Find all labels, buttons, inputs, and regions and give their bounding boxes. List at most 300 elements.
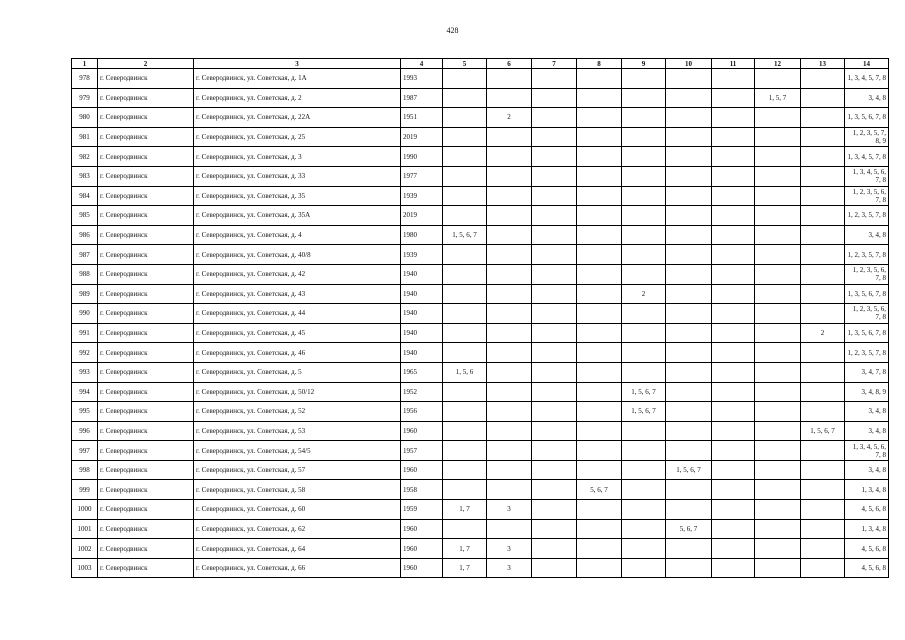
cell-col-11 — [712, 88, 755, 108]
cell-col-11 — [712, 539, 755, 559]
cell-col-6 — [487, 166, 532, 186]
cell-col-8 — [577, 382, 622, 402]
cell-address: г. Северодвинск, ул. Советская, д. 22А — [194, 108, 401, 128]
cell-col-13 — [801, 264, 845, 284]
cell-col-13 — [801, 69, 845, 89]
cell-col-13 — [801, 108, 845, 128]
cell-col-7 — [532, 264, 577, 284]
cell-locality: г. Северодвинск — [98, 206, 194, 226]
cell-col-5: 1, 7 — [443, 539, 487, 559]
cell-col-13 — [801, 441, 845, 461]
cell-year: 2019 — [401, 206, 443, 226]
cell-col-7 — [532, 304, 577, 324]
cell-col-14: 3, 4, 8, 9 — [845, 382, 889, 402]
cell-col-12 — [755, 225, 801, 245]
cell-col-12 — [755, 69, 801, 89]
cell-col-13 — [801, 127, 845, 147]
cell-col-7 — [532, 127, 577, 147]
cell-col-7 — [532, 480, 577, 500]
cell-col-12 — [755, 539, 801, 559]
cell-row-number: 992 — [72, 343, 98, 363]
cell-locality: г. Северодвинск — [98, 88, 194, 108]
cell-address: г. Северодвинск, ул. Советская, д. 50/12 — [194, 382, 401, 402]
cell-col-5 — [443, 264, 487, 284]
column-header-12: 12 — [755, 59, 801, 69]
cell-year: 1940 — [401, 264, 443, 284]
cell-address: г. Северодвинск, ул. Советская, д. 54/5 — [194, 441, 401, 461]
cell-col-14: 1, 3, 4, 8 — [845, 480, 889, 500]
cell-locality: г. Северодвинск — [98, 441, 194, 461]
cell-col-8 — [577, 284, 622, 304]
cell-col-14: 1, 2, 3, 5, 6, 7, 8 — [845, 186, 889, 206]
cell-col-5 — [443, 206, 487, 226]
cell-col-13 — [801, 402, 845, 422]
cell-col-11 — [712, 558, 755, 578]
cell-row-number: 991 — [72, 323, 98, 343]
cell-col-9: 1, 5, 6, 7 — [622, 382, 666, 402]
cell-col-9 — [622, 539, 666, 559]
cell-row-number: 983 — [72, 166, 98, 186]
cell-col-7 — [532, 206, 577, 226]
cell-year: 1957 — [401, 441, 443, 461]
cell-col-6 — [487, 460, 532, 480]
cell-locality: г. Северодвинск — [98, 362, 194, 382]
cell-col-8: 5, 6, 7 — [577, 480, 622, 500]
cell-col-13 — [801, 343, 845, 363]
column-header-4: 4 — [401, 59, 443, 69]
cell-col-9 — [622, 304, 666, 324]
cell-year: 1956 — [401, 402, 443, 422]
cell-col-13 — [801, 284, 845, 304]
cell-col-10 — [666, 88, 712, 108]
cell-col-11 — [712, 245, 755, 265]
column-header-6: 6 — [487, 59, 532, 69]
cell-col-10 — [666, 166, 712, 186]
cell-col-9 — [622, 362, 666, 382]
cell-col-12 — [755, 441, 801, 461]
cell-col-5 — [443, 382, 487, 402]
cell-col-9 — [622, 264, 666, 284]
table-row — [72, 147, 889, 167]
cell-address: г. Северодвинск, ул. Советская, д. 42 — [194, 264, 401, 284]
register-table — [71, 58, 889, 578]
cell-col-9 — [622, 147, 666, 167]
cell-col-14: 1, 2, 3, 5, 7, 8 — [845, 245, 889, 265]
cell-address: г. Северодвинск, ул. Советская, д. 43 — [194, 284, 401, 304]
cell-col-9 — [622, 421, 666, 441]
cell-col-6 — [487, 147, 532, 167]
cell-col-12 — [755, 108, 801, 128]
cell-year: 1940 — [401, 323, 443, 343]
cell-col-13 — [801, 362, 845, 382]
cell-col-14: 1, 3, 4, 5, 7, 8 — [845, 69, 889, 89]
cell-year: 1960 — [401, 558, 443, 578]
cell-col-8 — [577, 304, 622, 324]
cell-row-number: 985 — [72, 206, 98, 226]
cell-col-7 — [532, 539, 577, 559]
cell-col-7 — [532, 460, 577, 480]
cell-col-9 — [622, 558, 666, 578]
cell-col-11 — [712, 343, 755, 363]
cell-year: 1960 — [401, 539, 443, 559]
cell-col-10 — [666, 343, 712, 363]
cell-row-number: 980 — [72, 108, 98, 128]
cell-col-7 — [532, 245, 577, 265]
table-row — [72, 441, 889, 461]
table-row — [72, 362, 889, 382]
table-row — [72, 284, 889, 304]
cell-col-10 — [666, 539, 712, 559]
cell-address: г. Северодвинск, ул. Советская, д. 5 — [194, 362, 401, 382]
table-row — [72, 304, 889, 324]
cell-locality: г. Северодвинск — [98, 108, 194, 128]
cell-col-5 — [443, 88, 487, 108]
table-row — [72, 186, 889, 206]
table-row — [72, 264, 889, 284]
cell-locality: г. Северодвинск — [98, 519, 194, 539]
cell-col-6 — [487, 402, 532, 422]
cell-col-11 — [712, 127, 755, 147]
cell-col-7 — [532, 500, 577, 520]
cell-col-10 — [666, 304, 712, 324]
cell-col-11 — [712, 206, 755, 226]
cell-year: 1940 — [401, 284, 443, 304]
cell-col-8 — [577, 225, 622, 245]
cell-col-8 — [577, 108, 622, 128]
cell-col-11 — [712, 362, 755, 382]
cell-locality: г. Северодвинск — [98, 382, 194, 402]
cell-col-10 — [666, 558, 712, 578]
cell-col-12 — [755, 460, 801, 480]
cell-col-5 — [443, 421, 487, 441]
cell-col-12 — [755, 402, 801, 422]
cell-col-9 — [622, 323, 666, 343]
cell-col-6 — [487, 225, 532, 245]
cell-address: г. Северодвинск, ул. Советская, д. 40/8 — [194, 245, 401, 265]
cell-col-8 — [577, 206, 622, 226]
cell-address: г. Северодвинск, ул. Советская, д. 4 — [194, 225, 401, 245]
cell-col-14: 3, 4, 8 — [845, 88, 889, 108]
cell-col-7 — [532, 362, 577, 382]
column-header-3: 3 — [194, 59, 401, 69]
cell-locality: г. Северодвинск — [98, 127, 194, 147]
table-row — [72, 245, 889, 265]
cell-col-6 — [487, 519, 532, 539]
cell-row-number: 981 — [72, 127, 98, 147]
table-row — [72, 402, 889, 422]
table-row — [72, 382, 889, 402]
cell-locality: г. Северодвинск — [98, 558, 194, 578]
cell-col-5 — [443, 323, 487, 343]
table-row — [72, 206, 889, 226]
cell-col-14: 1, 3, 5, 6, 7, 8 — [845, 284, 889, 304]
cell-col-10 — [666, 402, 712, 422]
cell-year: 2019 — [401, 127, 443, 147]
cell-col-6 — [487, 304, 532, 324]
cell-col-9 — [622, 245, 666, 265]
cell-col-8 — [577, 343, 622, 363]
column-header-13: 13 — [801, 59, 845, 69]
cell-col-10 — [666, 284, 712, 304]
cell-row-number: 978 — [72, 69, 98, 89]
cell-locality: г. Северодвинск — [98, 225, 194, 245]
cell-col-13 — [801, 519, 845, 539]
page-number: 428 — [446, 26, 459, 35]
cell-col-9 — [622, 480, 666, 500]
cell-col-6 — [487, 284, 532, 304]
cell-address: г. Северодвинск, ул. Советская, д. 3 — [194, 147, 401, 167]
cell-row-number: 996 — [72, 421, 98, 441]
cell-address: г. Северодвинск, ул. Советская, д. 64 — [194, 539, 401, 559]
cell-col-12 — [755, 264, 801, 284]
cell-col-6 — [487, 69, 532, 89]
cell-col-9 — [622, 108, 666, 128]
cell-col-7 — [532, 69, 577, 89]
cell-col-7 — [532, 166, 577, 186]
cell-col-11 — [712, 460, 755, 480]
table-row — [72, 69, 889, 89]
cell-col-12 — [755, 127, 801, 147]
cell-col-8 — [577, 147, 622, 167]
cell-col-14: 3, 4, 8 — [845, 421, 889, 441]
cell-col-11 — [712, 421, 755, 441]
cell-address: г. Северодвинск, ул. Советская, д. 58 — [194, 480, 401, 500]
cell-col-13 — [801, 382, 845, 402]
cell-col-10 — [666, 127, 712, 147]
cell-locality: г. Северодвинск — [98, 480, 194, 500]
cell-col-5 — [443, 166, 487, 186]
column-header-11: 11 — [712, 59, 755, 69]
cell-col-9 — [622, 88, 666, 108]
cell-col-14: 1, 2, 3, 5, 7, 8, 9 — [845, 127, 889, 147]
cell-col-6 — [487, 186, 532, 206]
cell-col-8 — [577, 362, 622, 382]
cell-col-8 — [577, 441, 622, 461]
cell-col-10 — [666, 323, 712, 343]
cell-address: г. Северодвинск, ул. Советская, д. 52 — [194, 402, 401, 422]
cell-col-8 — [577, 519, 622, 539]
column-header-1: 1 — [72, 59, 98, 69]
cell-col-14: 1, 2, 3, 5, 6, 7, 8 — [845, 264, 889, 284]
cell-col-9 — [622, 127, 666, 147]
cell-col-6 — [487, 245, 532, 265]
cell-locality: г. Северодвинск — [98, 186, 194, 206]
cell-col-13 — [801, 206, 845, 226]
cell-col-10 — [666, 362, 712, 382]
cell-col-10 — [666, 186, 712, 206]
cell-locality: г. Северодвинск — [98, 539, 194, 559]
cell-col-14: 1, 3, 4, 5, 6, 7, 8 — [845, 441, 889, 461]
cell-year: 1987 — [401, 88, 443, 108]
cell-col-13: 2 — [801, 323, 845, 343]
cell-col-14: 4, 5, 6, 8 — [845, 558, 889, 578]
cell-locality: г. Северодвинск — [98, 460, 194, 480]
cell-col-14: 3, 4, 7, 8 — [845, 362, 889, 382]
cell-col-6 — [487, 382, 532, 402]
cell-locality: г. Северодвинск — [98, 304, 194, 324]
cell-year: 1965 — [401, 362, 443, 382]
cell-year: 1960 — [401, 519, 443, 539]
cell-col-5 — [443, 186, 487, 206]
cell-col-13 — [801, 245, 845, 265]
cell-col-14: 1, 3, 4, 5, 7, 8 — [845, 147, 889, 167]
cell-col-7 — [532, 108, 577, 128]
cell-col-5 — [443, 519, 487, 539]
cell-col-9 — [622, 343, 666, 363]
cell-col-8 — [577, 558, 622, 578]
cell-col-8 — [577, 186, 622, 206]
cell-col-13 — [801, 304, 845, 324]
cell-col-9 — [622, 225, 666, 245]
cell-col-7 — [532, 421, 577, 441]
cell-row-number: 987 — [72, 245, 98, 265]
cell-col-9 — [622, 206, 666, 226]
cell-col-5 — [443, 284, 487, 304]
cell-col-14: 1, 2, 3, 5, 6, 7, 8 — [845, 304, 889, 324]
column-header-9: 9 — [622, 59, 666, 69]
cell-col-10 — [666, 69, 712, 89]
cell-col-11 — [712, 186, 755, 206]
cell-col-5 — [443, 441, 487, 461]
cell-col-7 — [532, 225, 577, 245]
cell-year: 1990 — [401, 147, 443, 167]
cell-year: 1980 — [401, 225, 443, 245]
cell-col-6: 3 — [487, 500, 532, 520]
table-row — [72, 108, 889, 128]
cell-col-12 — [755, 519, 801, 539]
cell-col-10 — [666, 382, 712, 402]
cell-col-9 — [622, 186, 666, 206]
cell-col-8 — [577, 460, 622, 480]
cell-address: г. Северодвинск, ул. Советская, д. 53 — [194, 421, 401, 441]
cell-col-11 — [712, 225, 755, 245]
cell-year: 1977 — [401, 166, 443, 186]
cell-row-number: 979 — [72, 88, 98, 108]
cell-col-5 — [443, 480, 487, 500]
column-header-14: 14 — [845, 59, 889, 69]
cell-col-8 — [577, 402, 622, 422]
cell-locality: г. Северодвинск — [98, 147, 194, 167]
cell-col-5: 1, 5, 6 — [443, 362, 487, 382]
cell-col-13 — [801, 166, 845, 186]
cell-year: 1993 — [401, 69, 443, 89]
table-row — [72, 500, 889, 520]
cell-col-5 — [443, 304, 487, 324]
cell-col-14: 1, 2, 3, 5, 7, 8 — [845, 206, 889, 226]
cell-col-10 — [666, 421, 712, 441]
table-row — [72, 343, 889, 363]
cell-col-14: 1, 3, 4, 5, 6, 7, 8 — [845, 166, 889, 186]
table-row — [72, 88, 889, 108]
cell-address: г. Северодвинск, ул. Советская, д. 45 — [194, 323, 401, 343]
cell-col-11 — [712, 304, 755, 324]
cell-row-number: 993 — [72, 362, 98, 382]
cell-col-6 — [487, 127, 532, 147]
cell-row-number: 999 — [72, 480, 98, 500]
table-row — [72, 421, 889, 441]
cell-col-11 — [712, 166, 755, 186]
cell-col-11 — [712, 69, 755, 89]
cell-row-number: 1003 — [72, 558, 98, 578]
table-row — [72, 539, 889, 559]
cell-col-11 — [712, 108, 755, 128]
cell-col-6 — [487, 206, 532, 226]
cell-locality: г. Северодвинск — [98, 402, 194, 422]
cell-col-13 — [801, 460, 845, 480]
cell-col-14: 1, 3, 5, 6, 7, 8 — [845, 323, 889, 343]
cell-col-12 — [755, 166, 801, 186]
column-header-5: 5 — [443, 59, 487, 69]
cell-col-12 — [755, 147, 801, 167]
cell-col-12 — [755, 558, 801, 578]
cell-col-14: 4, 5, 6, 8 — [845, 500, 889, 520]
cell-col-11 — [712, 441, 755, 461]
cell-year: 1940 — [401, 304, 443, 324]
cell-year: 1939 — [401, 186, 443, 206]
column-header-2: 2 — [98, 59, 194, 69]
cell-year: 1951 — [401, 108, 443, 128]
cell-col-10 — [666, 245, 712, 265]
cell-col-8 — [577, 539, 622, 559]
cell-col-5 — [443, 402, 487, 422]
cell-col-6 — [487, 88, 532, 108]
cell-row-number: 1002 — [72, 539, 98, 559]
cell-col-10 — [666, 147, 712, 167]
cell-col-12 — [755, 245, 801, 265]
cell-col-10 — [666, 206, 712, 226]
cell-col-5 — [443, 69, 487, 89]
column-header-10: 10 — [666, 59, 712, 69]
cell-col-11 — [712, 147, 755, 167]
cell-col-11 — [712, 519, 755, 539]
cell-col-13: 1, 5, 6, 7 — [801, 421, 845, 441]
cell-col-5 — [443, 108, 487, 128]
cell-row-number: 982 — [72, 147, 98, 167]
cell-col-13 — [801, 88, 845, 108]
cell-year: 1952 — [401, 382, 443, 402]
cell-col-9: 1, 5, 6, 7 — [622, 402, 666, 422]
cell-row-number: 994 — [72, 382, 98, 402]
cell-col-13 — [801, 539, 845, 559]
cell-col-8 — [577, 245, 622, 265]
cell-col-9 — [622, 69, 666, 89]
cell-col-6: 3 — [487, 539, 532, 559]
cell-col-10 — [666, 108, 712, 128]
cell-col-7 — [532, 382, 577, 402]
cell-col-13 — [801, 480, 845, 500]
cell-col-5 — [443, 245, 487, 265]
cell-year: 1958 — [401, 480, 443, 500]
cell-locality: г. Северодвинск — [98, 323, 194, 343]
cell-col-7 — [532, 441, 577, 461]
cell-col-12 — [755, 343, 801, 363]
cell-col-10 — [666, 500, 712, 520]
header-row — [72, 59, 889, 69]
cell-address: г. Северодвинск, ул. Советская, д. 44 — [194, 304, 401, 324]
table-row — [72, 323, 889, 343]
cell-col-11 — [712, 323, 755, 343]
cell-address: г. Северодвинск, ул. Советская, д. 1А — [194, 69, 401, 89]
cell-col-6 — [487, 480, 532, 500]
cell-locality: г. Северодвинск — [98, 500, 194, 520]
cell-col-14: 1, 3, 5, 6, 7, 8 — [845, 108, 889, 128]
cell-col-5 — [443, 343, 487, 363]
cell-locality: г. Северодвинск — [98, 284, 194, 304]
cell-row-number: 1000 — [72, 500, 98, 520]
table-header — [72, 59, 889, 69]
cell-col-13 — [801, 500, 845, 520]
cell-year: 1939 — [401, 245, 443, 265]
